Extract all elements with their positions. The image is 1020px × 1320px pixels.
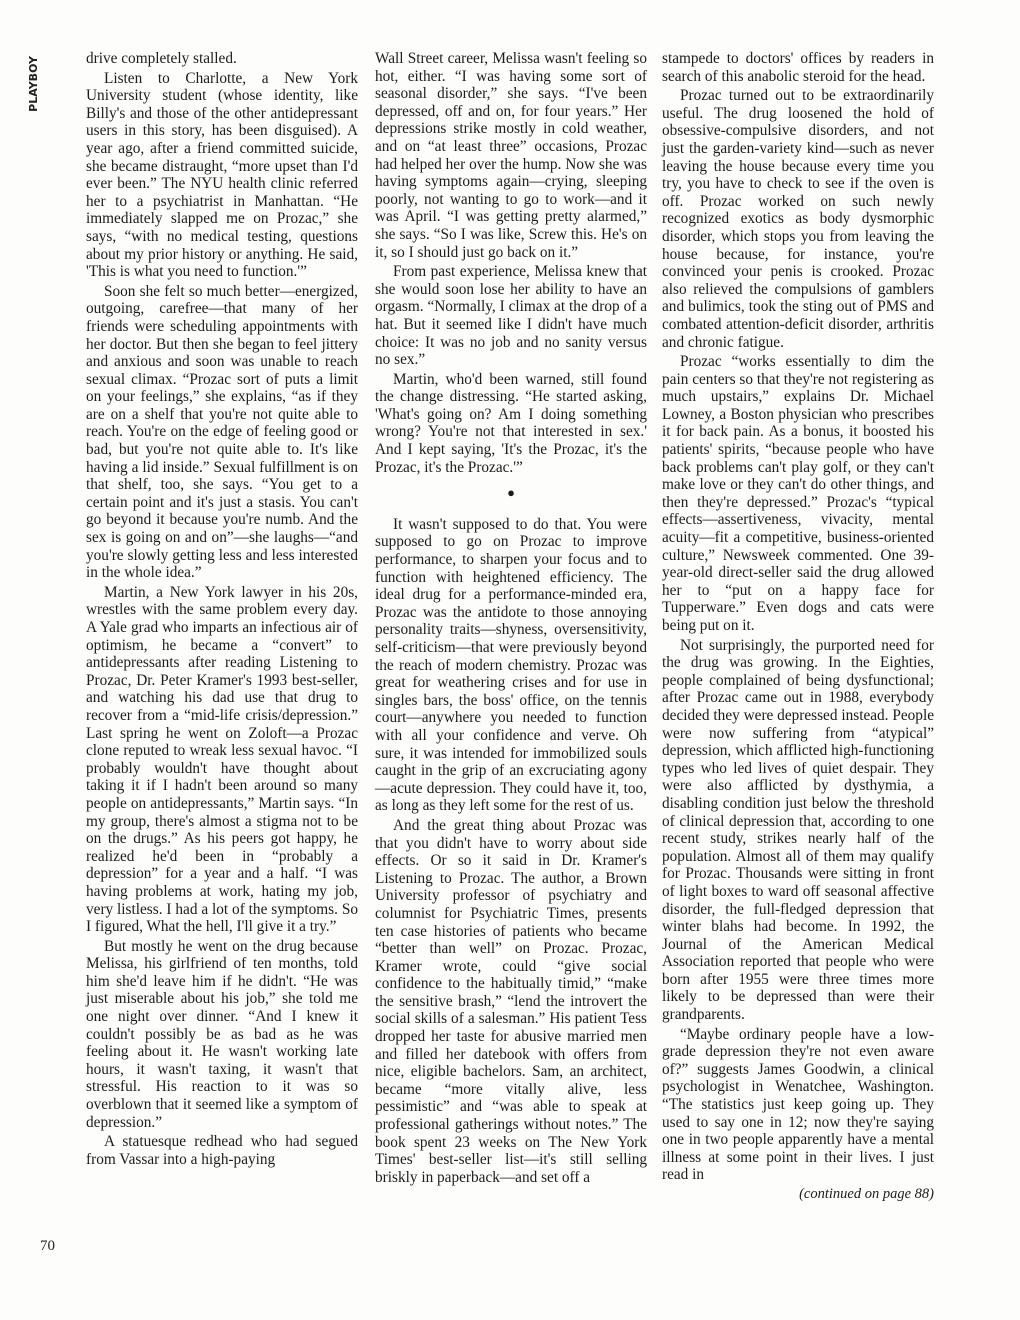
paragraph: Listen to Charlotte, a New York University student (whose identity, like Billy's and those of the other antidepressant users in this story, has been disguised). A year ago, after a friend committed suicide, she became distraught, “more upset than I'd ever been.” The NYU health clinic referred her to a psychiatrist in Manhattan. “He immediately slapped me on Prozac,” she says, “with no medical testing, questions about my prior history or anything. He said, 'This is what you need to function.'” bbox=[86, 69, 358, 281]
side-magazine-label: PLAYBOY bbox=[27, 56, 40, 112]
paragraph: Soon she felt so much better—energized, outgoing, carefree—that many of her friends were scheduling appointments with her doctor. But then she began to feel jittery and anxious and soon was unable to reach sexual climax. “Prozac sort of puts a limit on your feelings,” she explains, “as if they are on a shelf that you're not quite able to reach. You're on the edge of feeling good or bad, but you're not quite able to. It's like having a lid inside.” Sexual fulfillment is on that shelf, too, she says. “You get to a certain point and it's just a stasis. You can't go beyond it because you're numb. And the sex is going on and on”—she laughs—“and you're slowly getting less and less interested in the whole idea.” bbox=[86, 282, 358, 582]
paragraph: Martin, who'd been warned, still found the change distressing. “He started asking, 'What's going on? Am I doing something wrong? You're not that interested in sex.' And I kept saying, 'It's the Prozac, it's the Prozac, it's the Prozac.'” bbox=[375, 370, 647, 476]
section-divider-bullet: ● bbox=[507, 485, 515, 501]
continued-note: (continued on page 88) bbox=[799, 1186, 934, 1202]
paragraph: “Maybe ordinary people have a low-grade depression they're not even aware of?” suggests James Goodwin, a clinical psychologist in Wenatchee, Washington. “The statistics just keep going up. They used to say one in 12; now they're saying one in two people apparently have a mental illness at some point in their lives. I just read in bbox=[662, 1025, 934, 1184]
paragraph: It wasn't supposed to do that. You were supposed to go on Prozac to improve performance, to sharpen your focus and to function with heightened efficiency. The ideal drug for a performance-minded era, Prozac was the antidote to those annoying personality traits—shyness, oversensitivity, self-criticism—that were previously beyond the reach of modern chemistry. Prozac was great for weathering crises and for use in singles bars, the boss' office, on the tennis court—anywhere you needed to function with all your confidence and verve. Oh sure, it was intended for immobilized souls caught in the grip of an excruciating agony—acute depression. They could have it, too, as long as they left some for the rest of us. bbox=[375, 515, 647, 815]
article-column-2 bbox=[375, 50, 647, 1186]
paragraph: From past experience, Melissa knew that she would soon lose her ability to have an orgasm. “Normally, I climax at the drop of a hat. But it seemed like I didn't have much choice: It was no job and no sanity versus no sex.” bbox=[375, 263, 647, 369]
article-column-3 bbox=[662, 50, 934, 1204]
paragraph: Martin, a New York lawyer in his 20s, wrestles with the same problem every day. A Yale grad who imparts an infectious air of optimism, he became a “convert” to antidepressants after reading Listening to Prozac, Dr. Peter Kramer's 1993 best-seller, and watching his dad use that drug to recover from a “mid-life crisis/depression.” Last spring he went on Zoloft—a Prozac clone reputed to wreak less sexual havoc. “I probably wouldn't have thought about taking it if I hadn't been around so many people on antidepressants,” Martin says. “In my group, there's almost a stigma not to be on the drugs.” As his peers got happy, he realized he'd been in “probably a depression” for a year and a half. “I was having problems at work, hating my job, very listless. I had a lot of the symptoms. So I figured, What the hell, I'll give it a try.” bbox=[86, 583, 358, 936]
article-column-1 bbox=[86, 50, 358, 1168]
paragraph: stampede to doctors' offices by readers in search of this anabolic steroid for the head. bbox=[662, 50, 934, 85]
paragraph: Prozac turned out to be extraordinarily useful. The drug loosened the hold of obsessive-compulsive disorders, and not just the garden-variety kind—such as never leaving the house because every time you try, you have to check to see if the oven is off. Prozac worked on such newly recognized exotics as body dysmorphic disorder, which stops you from leaving the house because, for instance, you're convinced your penis is crooked. Prozac also relieved the compulsions of gamblers and bulimics, took the sting out of PMS and combated attention-deficit disorder, arthritis and chronic fatigue. bbox=[662, 87, 934, 351]
page-number: 70 bbox=[40, 1238, 55, 1254]
paragraph: A statuesque redhead who had segued from Vassar into a high-paying bbox=[86, 1133, 358, 1168]
paragraph: And the great thing about Prozac was that you didn't have to worry about side effects. Or so it said in Dr. Kramer's Listening to Prozac. The author, a Brown University professor of psychiatry and columnist for Psychiatric Times, presents ten case histories of patients who became “better than well” on Prozac. Prozac, Kramer wrote, could “give social confidence to the habitually timid,” “make the sensitive brash,” “lend the introvert the social skills of a salesman.” His patient Tess dropped her taste for abusive married men and filled her datebook with offers from nice, eligible bachelors. Sam, an architect, became “more vitally alive, less pessimistic” and “was able to speak at professional gatherings without notes.” The book spent 23 weeks on The New York Times' best-seller list—it's still selling briskly in paperback—and set off a bbox=[375, 816, 647, 1186]
paragraph: But mostly he went on the drug because Melissa, his girlfriend of ten months, told him she'd leave him if he didn't. “He was just miserable about his job,” she told me one night over dinner. “And I knew it couldn't possibly be as bad as he was feeling about it. He wasn't working late hours, it wasn't taxing, it wasn't that stressful. His reaction to it was so overblown that it seemed like a symptom of depression.” bbox=[86, 937, 358, 1131]
paragraph: drive completely stalled. bbox=[86, 50, 237, 67]
paragraph: Not surprisingly, the purported need for the drug was growing. In the Eighties, people complained of being dysfunctional; after Prozac came out in 1988, everybody decided they were depressed instead. People were now suffering from “atypical” depression, which afflicted high-functioning types who led lives of quiet despair. They were also afflicted by dysthymia, a disabling condition just below the threshold of clinical depression that, according to one recent study, strikes nearly half of the population. Almost all of them may qualify for Prozac. Thousands were sitting in front of light boxes to ward off seasonal affective disorder, the full-fledged depression that winter blahs had become. In 1992, the Journal of the American Medical Association reported that people who were born after 1955 were three times more likely to be depressed than were their grandparents. bbox=[662, 636, 934, 1024]
paragraph: Wall Street career, Melissa wasn't feeling so hot, either. “I was having some sort of seasonal disorder,” she says. “I've been depressed, off and on, for four years.” Her depressions strike mostly in cold weather, and on “at least three” occasions, Prozac had helped her over the hump. Now she was having symptoms again—crying, sleeping poorly, not wanting to go to work—and it was April. “I was getting pretty alarmed,” she says. “So I was like, Screw this. He's on it, so I should just go back on it.” bbox=[375, 50, 647, 261]
paragraph: Prozac “works essentially to dim the pain centers so that they're not registering as much upstairs,” explains Dr. Michael Lowney, a Boston physician who prescribes it for back pain. As a bonus, it boosted his patients' spirits, “because people who have back problems can't play golf, or they can't make love or they can't do other things, and then they're depressed.” Prozac's “typical effects—assertiveness, vivacity, mental acuity—fit a competitive, business-oriented culture,” Newsweek commented. One 39-year-old direct-seller said the drug allowed her to “put on a happy face for Tupperware.” Even dogs and cats were being put on it. bbox=[662, 353, 934, 634]
